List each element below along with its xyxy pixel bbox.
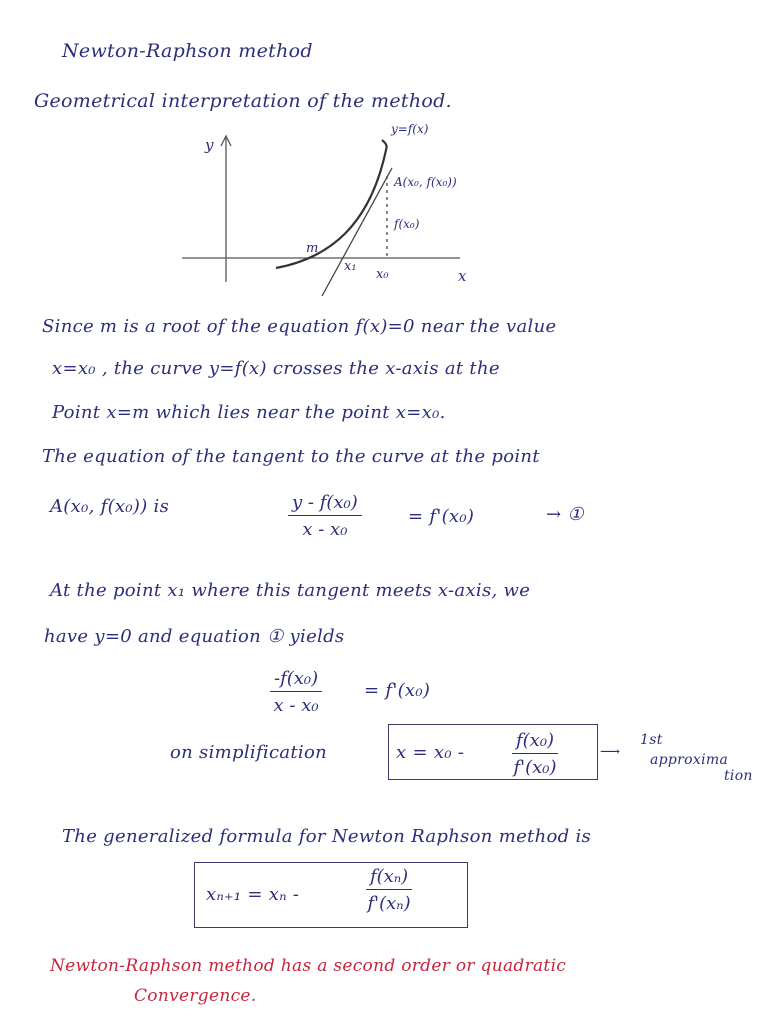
tangent-prefix: A(x₀, f(x₀)) is — [50, 496, 170, 517]
tangent-intro: The equation of the tangent to the curve at the point — [42, 446, 540, 467]
simplification-denominator: f'(x₀) — [513, 757, 557, 778]
simplification-label: on simplification — [170, 742, 328, 763]
eq2-rhs: = f'(x₀) — [364, 680, 431, 701]
section-subtitle: Geometrical interpretation of the method. — [34, 90, 452, 112]
eq2-denominator: x - x₀ — [273, 695, 319, 716]
simplification-lhs: x = x₀ - — [396, 742, 465, 763]
tangent-fraction — [288, 492, 362, 540]
x0-label: x₀ — [376, 267, 389, 282]
fx0-label: f(x₀) — [394, 217, 420, 231]
para1-line1: Since m is a root of the equation f(x)=0 near the value — [42, 316, 557, 337]
para2-line2: have y=0 and equation ① yields — [44, 626, 345, 647]
eq2-numerator: -f(x₀) — [270, 668, 322, 692]
general-numerator: f(xₙ) — [366, 866, 412, 890]
curve — [276, 140, 387, 268]
x-axis-label: x — [458, 267, 467, 285]
arrow-glyph: ⟶ — [600, 744, 621, 760]
tangent-numerator: y - f(x₀) — [288, 492, 362, 516]
para2-line1: At the point x₁ where this tangent meets x-axis, we — [50, 580, 531, 601]
note-line1: 1st — [640, 732, 663, 748]
general-denominator: f'(xₙ) — [367, 893, 411, 914]
general-lhs: xₙ₊₁ = xₙ - — [206, 884, 300, 905]
point-a-label: A(x₀, f(x₀)) — [394, 175, 457, 189]
general-intro: The generalized formula for Newton Raphson method is — [62, 826, 592, 847]
y-axis-label: y — [205, 136, 214, 154]
tangent-denominator: x - x₀ — [302, 519, 348, 540]
eq2-fraction — [270, 668, 322, 716]
conclusion-line1: Newton-Raphson method has a second order or quadratic — [50, 956, 567, 976]
conclusion-line2: Convergence. — [134, 986, 257, 1006]
simplification-fraction — [512, 730, 558, 778]
curve-label: y=f(x) — [391, 122, 429, 136]
para1-line2: x=x₀ , the curve y=f(x) crosses the x-axis at the — [52, 358, 500, 379]
page-title: Newton-Raphson method — [62, 40, 313, 62]
note-line3: tion — [724, 768, 753, 784]
note-line2: approxima — [650, 752, 729, 768]
general-fraction — [366, 866, 412, 914]
x1-label: x₁ — [344, 259, 357, 274]
m-label: m — [306, 241, 319, 256]
tangent-rhs: = f'(x₀) — [408, 506, 475, 527]
equation-tag-1: → ① — [546, 504, 584, 525]
simplification-numerator: f(x₀) — [512, 730, 558, 754]
para1-line3: Point x=m which lies near the point x=x₀. — [52, 402, 446, 423]
